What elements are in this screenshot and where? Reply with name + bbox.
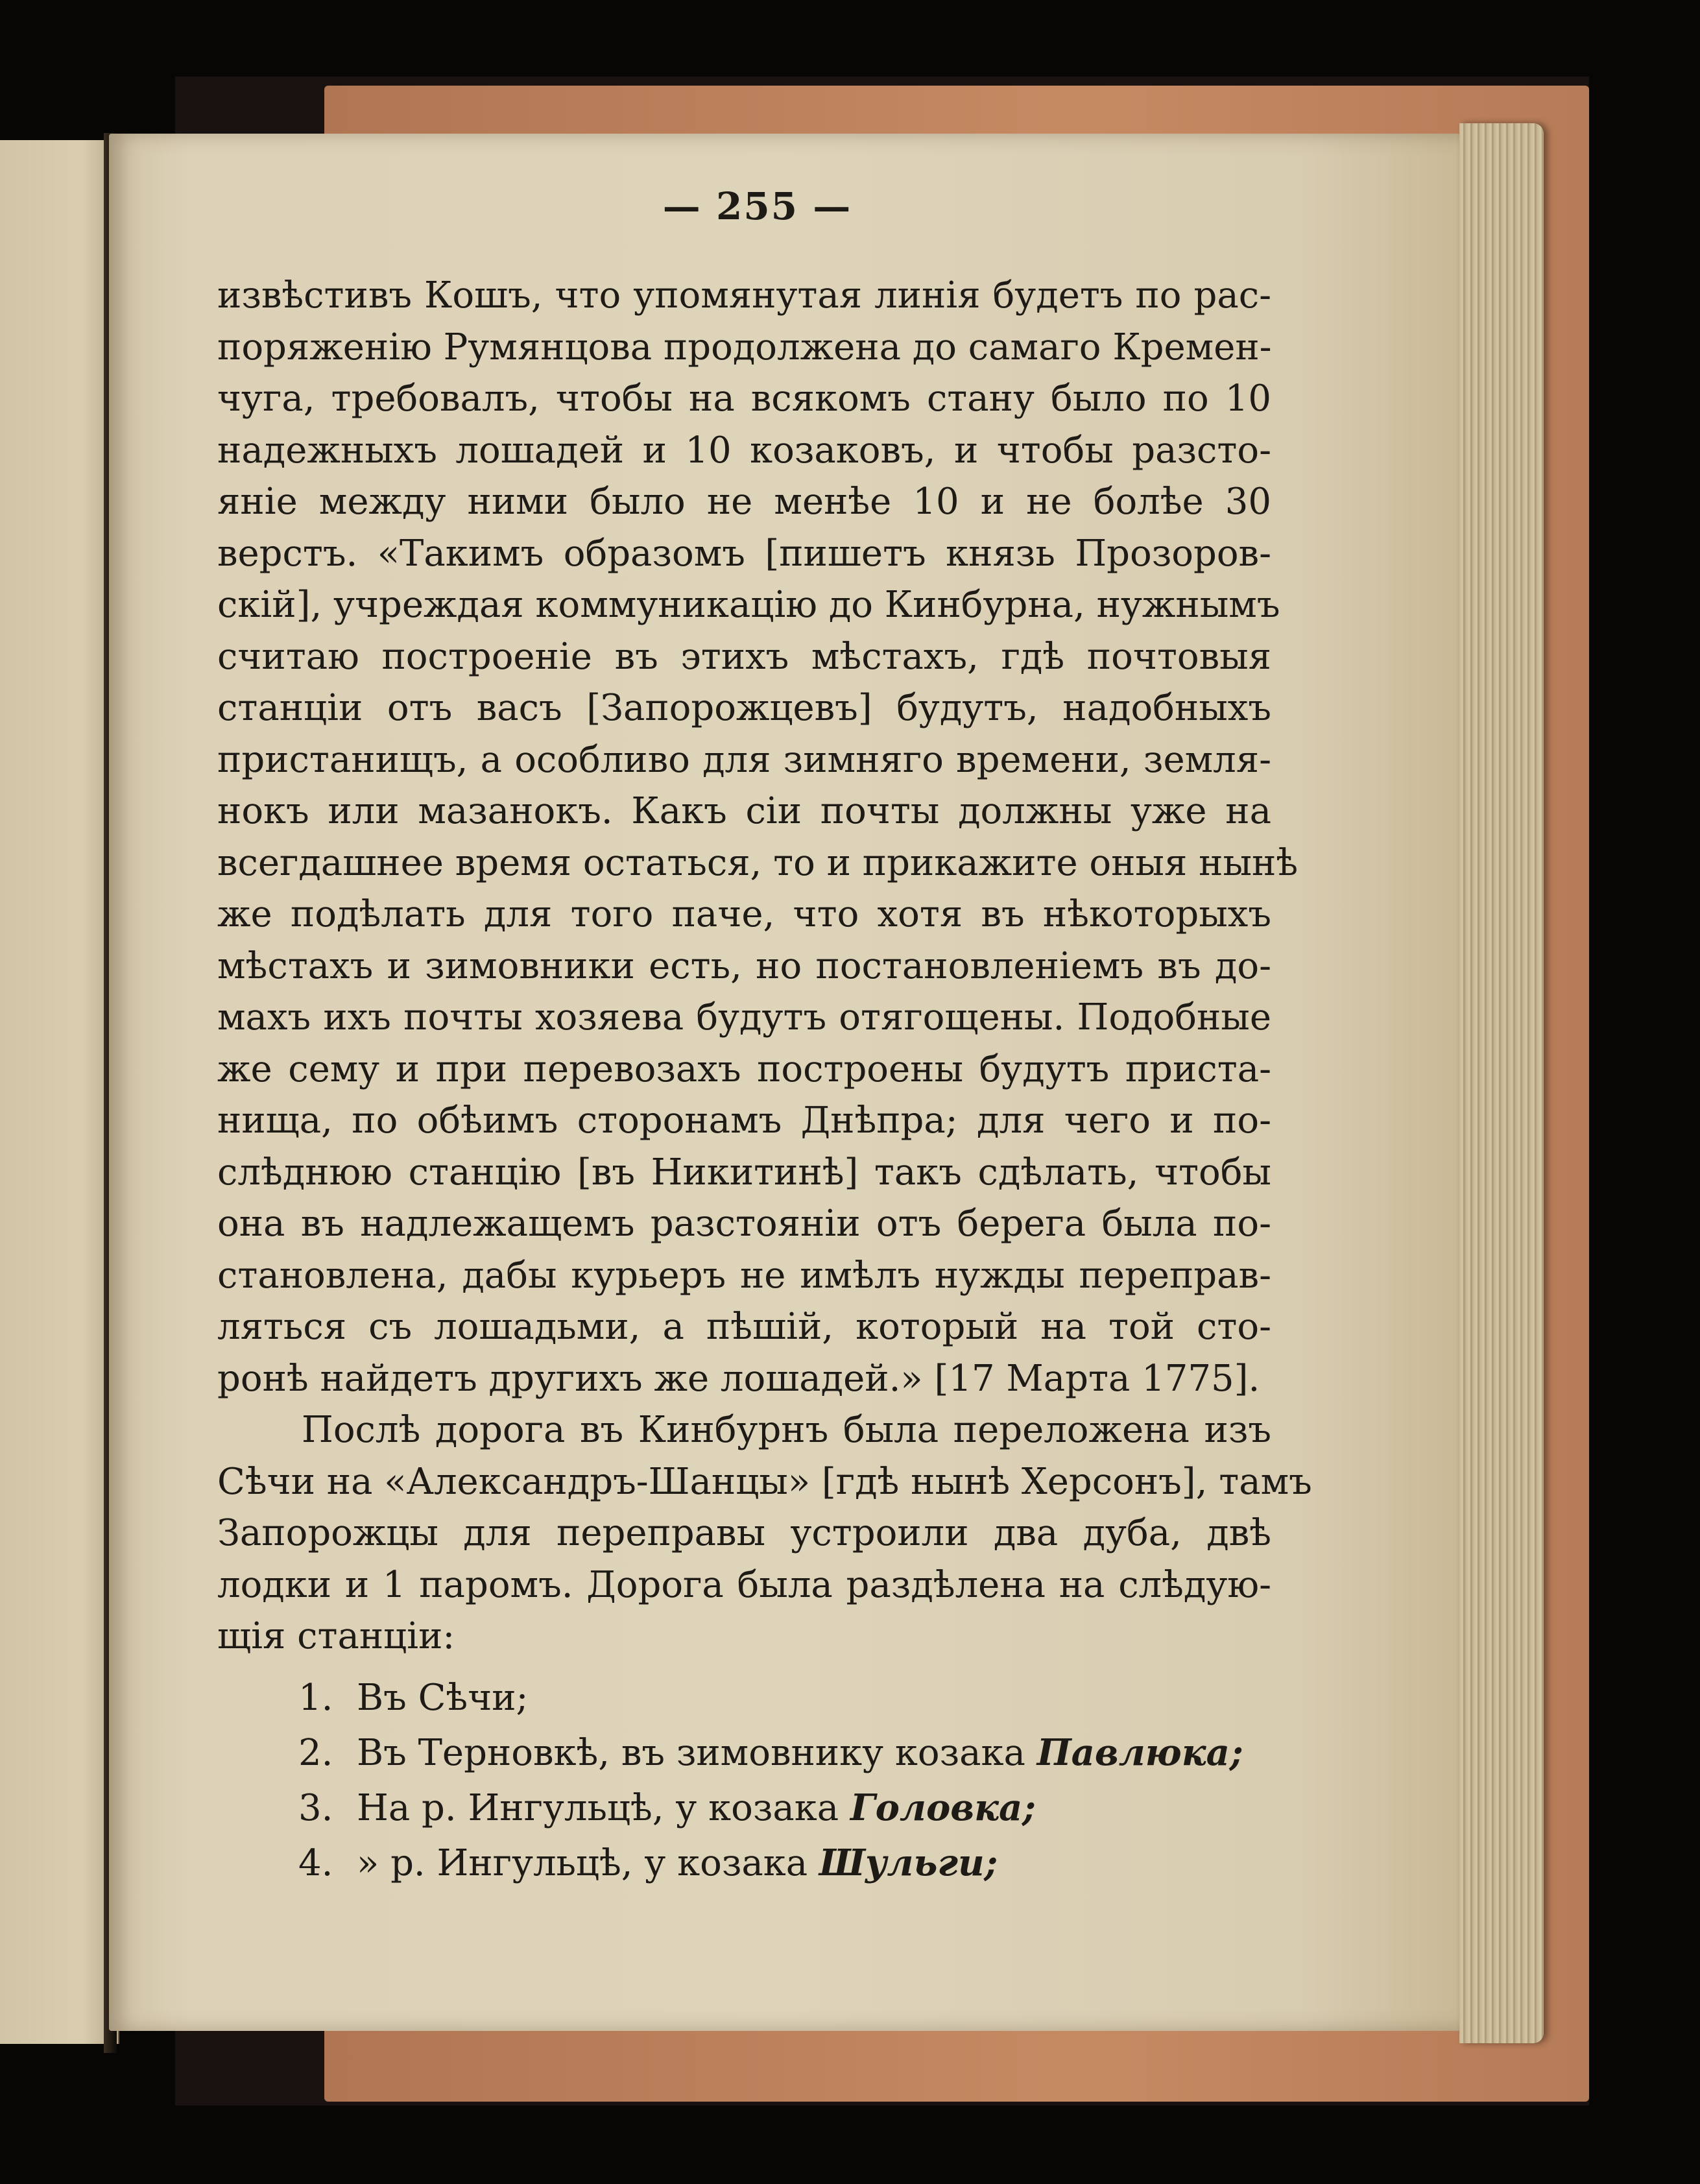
page-number: — 255 —: [662, 184, 852, 228]
text-line: извѣстивъ Кошъ, что упомянутая линія будетъ по рас-: [217, 274, 1271, 317]
list-number: 2.: [298, 1731, 333, 1774]
text-line: слѣднюю станцію [въ Никитинѣ] такъ сдѣлать, чтобы: [217, 1151, 1271, 1194]
station-text: » р. Ингульцѣ, у козака: [357, 1842, 819, 1884]
text-line: считаю построеніе въ этихъ мѣстахъ, гдѣ почтовыя: [217, 635, 1271, 678]
text-line: нища, по обѣимъ сторонамъ Днѣпра; для чего и по-: [217, 1099, 1271, 1142]
text-line: поряженію Румянцова продолжена до самаго Кремен-: [217, 326, 1272, 368]
list-item: [217, 1781, 1271, 1836]
text-line: пристанищъ, а особливо для зимняго времени, земля-: [217, 738, 1271, 781]
cossack-name: Головка: [850, 1786, 1023, 1829]
paragraph-2: [217, 1404, 1312, 1662]
text-line: скій], учреждая коммуникацію до Кинбурна, нужнымъ: [217, 584, 1280, 626]
text-line: яніе между ними было не менѣе 10 и не болѣе 30: [217, 481, 1271, 523]
text-line: становлена, дабы курьеръ не имѣлъ нужды переправ-: [217, 1254, 1271, 1297]
text-line: чуга, требовалъ, чтобы на всякомъ стану было по 10: [217, 378, 1271, 420]
station-punct: ;: [1229, 1731, 1243, 1774]
list-item: [217, 1836, 1271, 1891]
text-line: мѣстахъ и зимовники есть, но постановленіемъ въ до-: [217, 944, 1271, 987]
text-line: она въ надлежащемъ разстояніи отъ берега была по-: [217, 1203, 1271, 1245]
text-line: же сему и при перевозахъ построены будутъ приста-: [217, 1048, 1271, 1090]
list-item: [217, 1725, 1271, 1781]
list-item: [217, 1670, 1271, 1725]
text-line: Запорожцы для переправы устроили два дуба, двѣ: [217, 1512, 1271, 1554]
station-text: Въ Терновкѣ, въ зимовнику козака: [357, 1731, 1037, 1774]
text-line: щія станціи:: [217, 1615, 455, 1657]
text-line: ляться съ лошадьми, а пѣшій, который на той сто-: [217, 1306, 1271, 1348]
page-content: [217, 174, 1312, 1891]
station-punct: ;: [984, 1841, 998, 1884]
cossack-name: Шульги: [819, 1841, 985, 1884]
text-line: ронѣ найдетъ другихъ же лошадей.» [17 Марта 1775].: [217, 1357, 1260, 1400]
left-page-edge: [0, 140, 119, 2044]
text-line: всегдашнее время остаться, то и прикажите оныя нынѣ: [217, 841, 1299, 884]
station-list: [217, 1670, 1271, 1891]
station-text: На р. Ингульцѣ, у козака: [357, 1786, 850, 1829]
list-number: 4.: [298, 1842, 333, 1884]
text-line: лодки и 1 паромъ. Дорога была раздѣлена на слѣдую-: [217, 1563, 1271, 1606]
list-number: 3.: [298, 1786, 333, 1829]
text-line: станціи отъ васъ [Запорожцевъ] будутъ, надобныхъ: [217, 687, 1271, 729]
text-line: нокъ или мазанокъ. Какъ сіи почты должны уже на: [217, 790, 1271, 832]
station-text: Въ Сѣчи;: [357, 1676, 529, 1719]
text-line: верстъ. «Такимъ образомъ [пишетъ князь Прозоров-: [217, 532, 1271, 575]
text-line: надежныхъ лошадей и 10 козаковъ, и чтобы разсто-: [217, 429, 1271, 472]
text-line: Сѣчи на «Александръ-Шанцы» [гдѣ нынѣ Херсонъ], тамъ: [217, 1460, 1312, 1503]
station-punct: ;: [1022, 1786, 1036, 1829]
cossack-name: Павлюка: [1036, 1731, 1230, 1774]
list-number: 1.: [298, 1676, 333, 1719]
page-edges: [1459, 123, 1544, 2043]
paragraph-1: [217, 270, 1299, 1404]
text-line: Послѣ дорога въ Кинбурнъ была переложена изъ: [302, 1409, 1271, 1451]
text-line: махъ ихъ почты хозяева будутъ отягощены. Подобные: [217, 996, 1271, 1038]
text-line: же подѣлать для того паче, что хотя въ нѣкоторыхъ: [217, 893, 1271, 935]
